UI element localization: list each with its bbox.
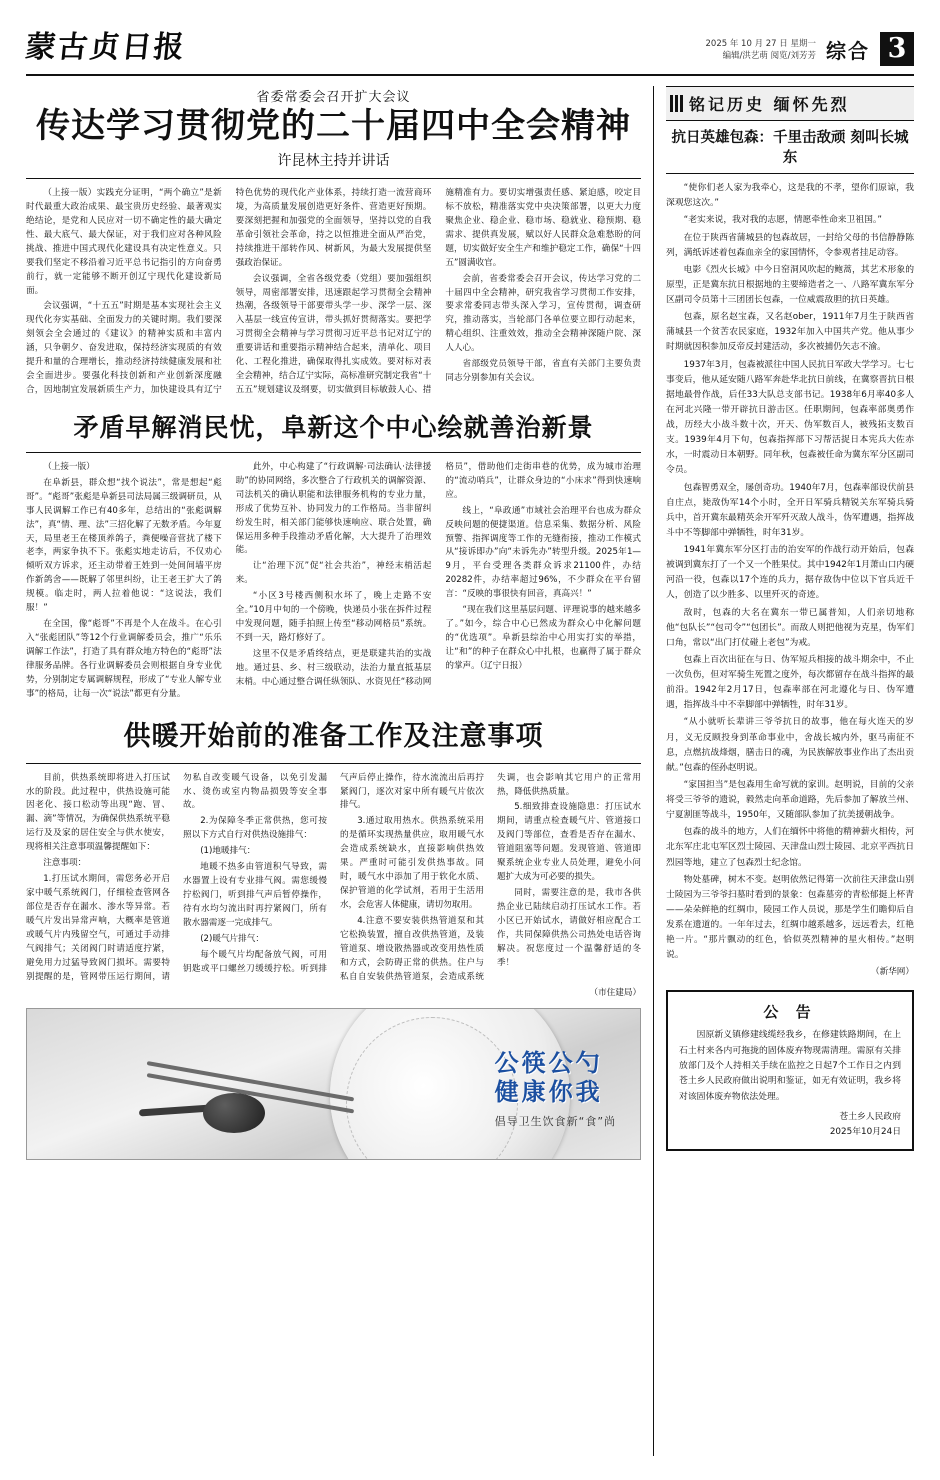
third-article-source: （市住建局） <box>589 988 642 999</box>
paragraph: “老实来说，我对我的志愿，情愿牵性命来卫祖国。” <box>683 215 882 226</box>
notice-signer: 苍土乡人民政府 <box>839 1112 901 1123</box>
paragraph: (2)暖气片排气： <box>200 933 264 944</box>
divider <box>26 178 641 179</box>
lead-headline: 传达学习贯彻党的二十届四中全会精神 <box>36 106 632 146</box>
paragraph: 4.注意不要安装供热管道泵和其它松换装置，擅自改供热管道，及装管道泵、增设散热器或改变用热性质和方式，会防碍正常的供热。住户与私自自安装供热管道泵，会造成系统失调，也会影响其它用户的正常用热，降低供热质量。 <box>340 772 641 982</box>
third-article-headline: 供暖开始前的准备工作及注意事项 <box>123 720 544 752</box>
paragraph: 同时，需要注意的是，我市各供热企业已陆续启动打压试水工作。若小区已开始试水，请做好相应配合工作，共同保障供热公司热处电话咨询解决。祝您度过一个温馨舒适的冬季！ <box>497 887 641 968</box>
paragraph: 3.通过取用热水。供热系统采用的是循环实现热量供应，取用暖气水会造成系统缺水，直接影响供热效果。严重时可能引发供热事故。同时，暖气水中添加了用于软化水质、保护管道的化学试剂，若用于生活用水，会危害人体健康，请切勿取用。 <box>340 816 484 910</box>
paragraph: 物处墓碑，树木不变。赵明依然记得第一次前往天津盘山别士陵园为三爷爷扫墓时看到的景象：包森墓旁的青松郁挺上杯青——朵朵鲜艳的红绸巾，陵园工作人员说，那是学生们瞻仰后自发系在遗道的。一年年过去，红绸巾越系越多，远远看去，红艳艳一片。“那片飘动的红色，恰似英烈精神的星火相传。”赵明说。 <box>666 874 914 961</box>
paragraph: 1941年冀东军分区打击的治安军的作战行动开始后，包森被调到冀东打了一个又一个胜果仗。其中1942年1月萧山口内硬河沿一役，包森以17个连的兵力，据存敌伪中位以下官兵近千人，创造了以少胜多、以里歼灭的奇迹。 <box>666 545 914 601</box>
divider <box>26 452 641 453</box>
paragraph: 会前，省委常委会召开会议，传达学习党的二十届四中全会精神，研究我省学习贯彻工作安排，要求常委同志带头深入学习，宣传贯彻，调查研究，推动落实，当轮部门各单位要立即行动起来，精心组织、注重效效，推动全会精神深随户院、深人人心。 <box>445 273 642 354</box>
third-article-body <box>26 772 641 985</box>
paragraph: “现在我们这里基层问题、评理说事的越来越多了。”如今，综合中心已然成为群众心中化解问题的“优选项”。阜新县综治中心用实打实的举措，让“和”的种子在群众心中扎根，也赢得了属于群众的掌声。（辽宁日报） <box>445 605 642 671</box>
paragraph: 注意事项： <box>43 858 87 869</box>
ad-text <box>495 1049 616 1129</box>
paragraph: 在位于陕西省蒲城县的包森故居，一封给父母的书信静静陈列，满纸诉述着包森血亲全的家国情怀，令参观者挂足动容。 <box>666 232 914 258</box>
ad-line-2: 健康你我 <box>494 1077 603 1107</box>
divider <box>26 763 641 764</box>
page-number: 3 <box>880 32 914 66</box>
paragraph: 目前，供热系统即将进入打压试水的阶段。此过程中，供热设施可能因老化、接口松动等出现“跑、冒、漏、滴”等情况，为确保供热系统平稳运行及及家的居住安全与供水使安，现将相关注意事项温馨提醒如下： <box>26 772 170 853</box>
notice-signature <box>679 1110 901 1140</box>
paragraph: 每个暖气片均配备放气阀，可用钥匙或平口螺丝刀缓缓拧松。听到排气声后停止操作，待水流流出后再拧紧阀门，逐次对家中所有暖气片依次排气。 <box>183 772 484 974</box>
paragraph: 在全国，像“彪哥”不再是个人在战斗。在心引入“张彪团队”等12个行业调解委员会，推广“乐乐调解工作法”，打造了具有群众地方特色的“彪哥”法律服务品牌。各行业调解委员会则根据自身专业优势，分别制定专属调解规程，形成了“专业人解专业事”的格局，让每一次“说法”都更有分量。 <box>26 619 222 699</box>
left-column <box>26 86 654 1456</box>
paragraph: 电影《烈火长城》中今日窑洞风吹起的鲍蒿，其艺术形象的原型，正是冀东抗日根据地的主要缔造者之一、八路军冀东军分区副司令员第十三团团长包森，一位威震敌胆的抗日英雄。 <box>666 264 914 305</box>
issue-editors: 编辑/洪艺萌 阅览/刘芳芳 <box>722 51 816 62</box>
spoon-handle-icon <box>139 1105 211 1117</box>
right-article-body <box>666 181 914 980</box>
right-article-headline: 抗日英雄包森：千里击敌顽 刻叫长城东 <box>666 128 914 174</box>
issue-date: 2025 年 10 月 27 日 星期一 <box>705 38 816 49</box>
paragraph: 2.为保障冬季正常供热，您可按照以下方式自行对供热设施排气： <box>183 816 327 841</box>
lead-kicker: 省委常委会召开扩大会议 <box>256 90 411 105</box>
notice-title: 公 告 <box>763 1003 817 1022</box>
paragraph: 包森上百次出征在与日、伪军短兵相接的战斗期余中，不止一次负伤，但对军骑生死置之度外，每次都留存在战斗指挥的最前沿。1942年2月17日，包森率部在河北遵化与日、伪军遭遇，指挥战斗中不幸脚部中弹牺牲，时年31岁。 <box>666 654 914 711</box>
issue-meta <box>706 38 816 67</box>
lead-article-body <box>26 187 641 398</box>
paragraph: “从小就听长辈讲三爷爷抗日的故事，他在每火连天的岁月，义无反顾投身到革命事业中，舍战长城内外，驱马南征不息，点燃抗战烽烟，膳击日的魂，为民族解放事业作出了杰出贡献。”包森的侄孙赵明说。 <box>666 717 914 773</box>
paragraph: 省部级党员领导干部，省直有关部门主要负责同志分别参加有关会议。 <box>445 359 642 384</box>
paper-title: 蒙古贞日报 <box>23 30 188 65</box>
paragraph: 地暖不热多由管道积气导致，需水器置上设有专业排气阀。需您缓慢拧松阀门，听到排气声后暂停操作，待有水均匀流出时再拧紧阀门，所有散水器需逐一完成排气。 <box>183 862 327 928</box>
paragraph: （上接一版）实践充分证明，“两个确立”是新时代最重大政治成果、最宝贵历史经验、最著观实绝结论，是党和人民应对一切不确定性的最大确定性、最大底气、最大保证，对于我们应对各种风险挑战、推进中国式现代化建设具有决定性意义。只要我们坚定不移沿着习近平总书记指引的方向奋勇前行，就一定能够不断开创辽宁现代化建设新局面。 <box>26 188 222 296</box>
masthead <box>23 22 914 76</box>
right-column <box>654 86 914 1456</box>
second-article-headline: 矛盾早解消民忧，阜新这个中心绘就善治新景 <box>73 412 594 442</box>
paragraph: 敌时，包森的大名在冀东一带已属普知，人们亲切地称他“包队长”“包司令”“包团长”。而敌人则把他视为克星，伪军们口角，常以“出门打仗碰上老包”为戒。 <box>666 607 914 648</box>
paragraph: 包森的战斗的地方，人们在缅怀中将他的精神薪火相传，河北东军庄北屯军区烈士陵园、天津盘山烈士陵园、北京平西抗日烈园等地，建立了包森烈士纪念馆。 <box>666 827 914 868</box>
public-service-ad <box>26 1008 641 1160</box>
section-name: 综合 <box>826 39 870 63</box>
paragraph: 这里不仅是矛盾终结点，更是联建共治的实战地。通过县、乡、村三级联动，法治力量直抵基层末梢。中心通过整合调任纵领队、水资见任“移动网格员”，借助他们走街串巷的优势，成为城市治理的“流动哨兵”，让群众身边的“小床求”得到快速响应。 <box>235 461 642 687</box>
paragraph: 会议强调，“十五五”时期是基本实现社会主义现代化夯实基础、全面发力的关键时期。我们要深刻领会全会通过的《建议》的精神实质和丰富内涵，只争朝夕、奋发进取，保持经济实现质的有效提升和量的合理增长，推动经济持续健康发展和社会全面进步。要强化科技创新和产业创新深度融合，因地制宜发展新质生产力，加快建设具有辽宁特色优势的现代化产业体系，持续打造一流营商环境，为高质量发展创造更好条件、营造更好预期。要深刻把握和加强党的全面领导，坚持以党的自我革命引领社会革命，持之以恒推进全面从严治党，持续推进干部转作风、树新风，为最大发展提供坚强政治保证。 <box>26 188 432 395</box>
banner-bars-icon <box>670 95 683 112</box>
paragraph: 包森，原名赵宝森，又名赵ober，1911年7月生于陕西省蒲城县一个贫苦农民家庭，1932年加入中国共产党。他从事少时期就因积参加反帝反封建活动，多次被捕仍矢志不渝。 <box>666 312 914 353</box>
spoon-icon <box>203 1093 265 1133</box>
ad-line-1: 公筷公勺 <box>494 1048 603 1078</box>
banner-title: 铭记历史 缅怀先烈 <box>689 95 850 114</box>
paragraph: 1.打压试水期间，需您务必开启家中暖气系统阀门，仔细检查管网各部位是否存在漏水、渗水等异常。若暖气片发出异常声响，大概率是管道或暖气片内残留空气，可通过手动排气阀排气；关闭阀门时请适度拧紧，避免用力过猛导致阀门损坏。需要特别提醒的是，管网带压运行期间，请勿私自改变暖气设备，以免引发漏水、烫伤或室内物品损毁等安全事故。 <box>26 772 327 982</box>
notice-date: 2025年10月24日 <box>829 1127 901 1138</box>
paragraph: 1937年3月，包森被派往中国人民抗日军政大学学习。七七事变后，他从延安随八路军奔赴华北抗日前线，在冀察晋抗日根据地最骨作战，后任33大队总支部书记。1938年6月率40多人在河北兴隆一带开辟抗日游击区。任职期间，包森率部奥勇作战，历经大小战斗数十次，开天、伪军数百人，被残拓支数百支。1939年4月下旬，包森指挥部下习帮活捉日本宪兵大佐赤水，一时震动日本朝野。同年秋，包森被任命为冀东军分区副司令员。 <box>666 359 914 476</box>
ad-subtext: 倡导卫生饮食新“食”尚 <box>494 1115 617 1129</box>
second-article-body <box>26 461 641 702</box>
paragraph: 会议强调，全省各级党委（党组）要加强组织领导，周密部署安排，迅速跟起学习贯彻全会精神热潮，各级领导干部要带头学一步、深学一层、深入基层一线宣传宣讲，带头抓好贯彻落实。要把学习贯彻全会精神与学习贯彻习近平总书记对辽宁的重要讲话和重要指示精神结合起来，清单化、项目化、工程化推进，确保取得扎实成效。要对标对表全会精神，结合辽宁实际，高标准研究制定我省“十五五”规划建议及纲要，切实做到目标敏鼓人心、措施精准有力。要切实增强责任感、紧迫感，咬定目标不放松，精准落实党中央决策部署，以更大力度聚焦企业、稳企业、稳市场、稳就业、稳预期、稳需求、提供真发展，赋以好人民群众急难愁盼的问题，切实做好安全生产和维护稳定工作，确保“十四五”圆满收官。 <box>235 188 642 395</box>
paragraph: 线上，“阜政通”市域社会治理平台也成为群众反映问题的便捷渠道。信息采集、数据分析、风险预警、指挥调度等工作的无缝衔接，推动工作模式从“接诉即办”向“未诉先办”转型升级。2025年1—9月，平台受理各类群众诉求21100件，办结20282件，办结率超过96%，不少群众在平台留言：“反映的事很快有回音，真高兴！” <box>445 505 642 600</box>
paragraph: “使你们老人家为我牵心，这是我的不孝，望你们原谅，我深观您这次。” <box>666 183 914 209</box>
paragraph: “小区3号楼西侧积水坏了，晚上走路不安全。”10月中旬的一个傍晚，快递员小张在拆件过程中发现问题，随手拍照上传至“移动网格员”系统。不到一天，路灯修好了。 <box>235 591 432 643</box>
masthead-right <box>706 32 914 66</box>
paragraph: “家国担当”是包森用生命写就的家训。赵明说，目前的父亲将受三爷爷的遗说，毅然走向革命道路，先后参加了解放兰州、宁夏割匪等战斗，1950年，又随部队参加了抗美援朝战争。 <box>666 779 914 821</box>
section-banner <box>666 86 914 121</box>
paragraph: 因原新义镇修建线缆经我乡，在修建铁路期间，在上石土村来各内可拖拢的固体废弃物现需清理。需原有关排放部门及个人持相关手续在监控之日起7个工作日之内到苍土乡人民政府做出说明和鉴证，如无有效证明，我乡将对该固体废弃物依法处理。 <box>679 1030 901 1102</box>
notice-box <box>666 990 914 1151</box>
paragraph: 5.细致排查设施隐患：打压试水期间，请重点检查暖气片、管道接口及阀门等部位，查看是否存在漏水、管道阻塞等问题。发现管道、管道即聚系统企业专业人员处理，避免小问题扩大成为可必要的损失。 <box>497 802 641 883</box>
page-content <box>26 86 914 1456</box>
paragraph: 让“治理下沉”促“社会共治”，神经末梢活起来。 <box>235 561 432 586</box>
notice-body <box>679 1028 901 1105</box>
paragraph: 在阜新县，群众想“找个说法”，常是想起“彪哥”。“彪哥”张彪是阜新县司法局属三级调研员，从事人民调解工作已有40多年，总结出的“张彪调解法”，真“情、理、法”三招化解了无数矛盾。今年夏天，局里老王在楼顶养鸽子，粪便噪音营扰了楼下老李，两家争执不下。张彪实地走访后，不仅劝心倾听双方诉求，还主动带着王姓到一处间间墙平房作新鸽舍——既解了邻里纠纷，让王老王扩大了鸽规模。临走时，两人拉着他说：“这说法，我们服！” <box>26 477 222 614</box>
paragraph: 包森智勇双全，屡创奇功。1940年7月，包森率部设伏前县自庄点，毙敌伪军14个小时，全开日军骑兵精锐关东军骑兵骑兵中，首开冀东最精英余开军歼灭敌人战斗，伪军遭遇，指挥战斗中不等脚部中弹牺牲，时年31岁。 <box>666 482 914 538</box>
paragraph: (1)地暖排气： <box>200 846 256 857</box>
lead-subhead: 许昆林主持并讲话 <box>277 153 390 170</box>
paragraph: （上接一版） <box>43 461 95 472</box>
paragraph: 此外，中心构建了“行政调解·司法确认·法律援助”的协同网络，多次整合了行政机关的调解资源、司法机关的确认职能和法律服务机构的专业力量，形成了优势互补、协同发力的工作格局。当非留纠纷发生时，相关部门能够快速响应、联合处置，确保运用多种手段推动矛盾化解，大大提升了治理效能。 <box>235 461 432 556</box>
right-article-source: （新华网） <box>871 967 914 978</box>
